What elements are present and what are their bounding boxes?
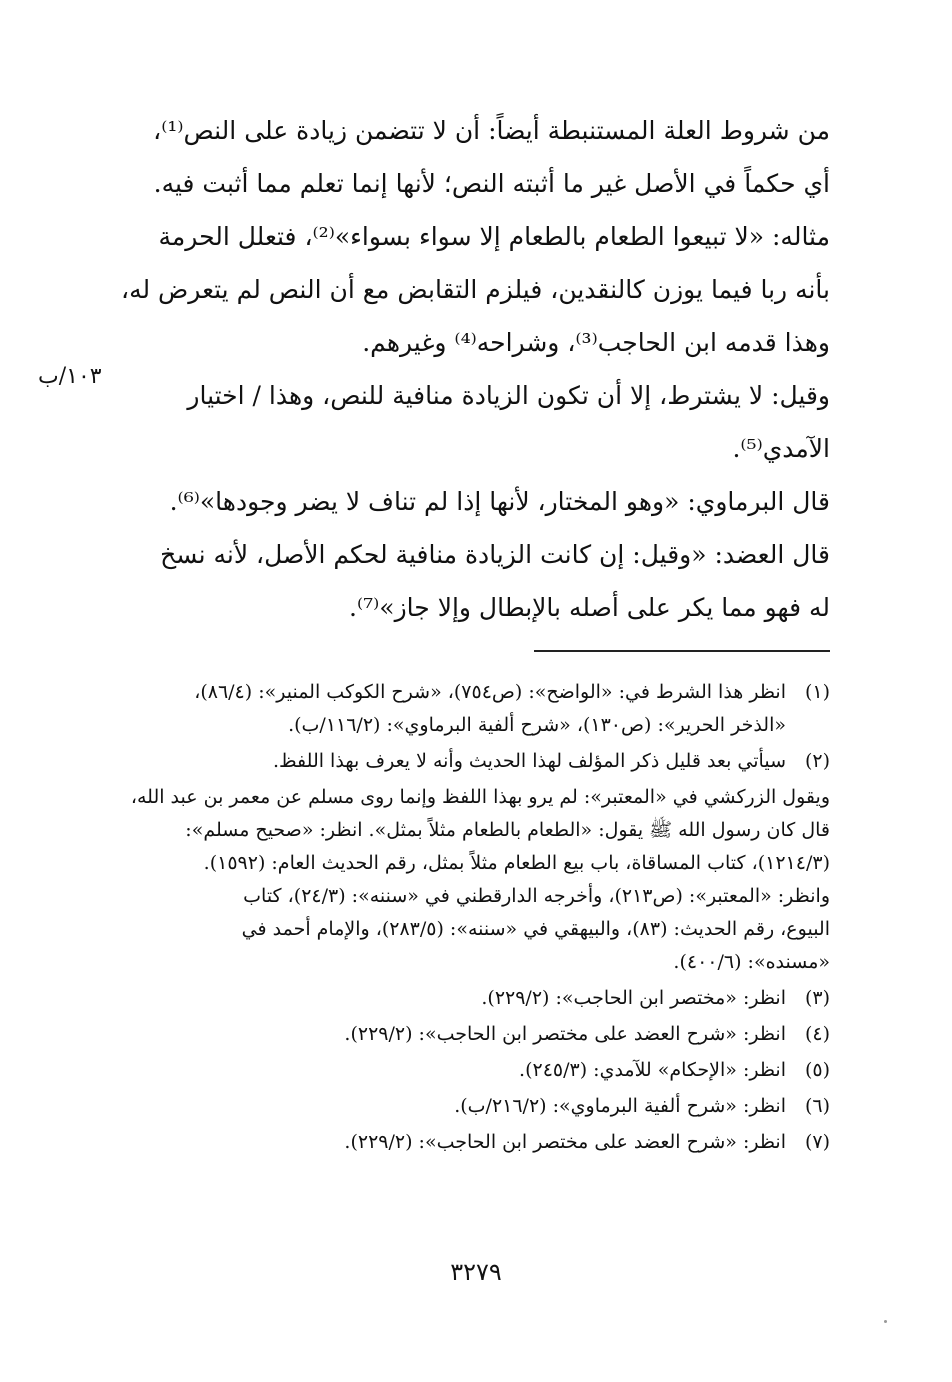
footnote-line: سيأتي بعد قليل ذكر المؤلف لهذا الحديث وأنه لا يعرف بهذا اللفظ.: [272, 750, 786, 772]
footnote-line: انظر: «مختصر ابن الحاجب»: (٢٢٩/٢).: [481, 987, 786, 1009]
footnote-line: «مسنده»: (٤٠٠/٦).: [673, 951, 830, 973]
footnote-text: [120, 1018, 786, 1051]
footnote-text: [120, 1054, 786, 1087]
footnote-text: [120, 1126, 786, 1159]
footnote-number: (٣): [804, 987, 830, 1009]
footnote-number: (٢): [804, 750, 830, 772]
text-line: قال العضد: «وقيل: إن كانت الزيادة منافية لحكم الأصل، لأنه نسخ: [160, 540, 830, 569]
paragraph: [120, 528, 830, 634]
text-line: أي حكماً في الأصل غير ما أثبته النص؛ لأنها إنما تعلم مما أثبت فيه.: [153, 169, 830, 198]
text-line: بأنه ربا فيما يوزن كالنقدين، فيلزم التقابض مع أن النص لم يتعرض له،: [121, 275, 830, 304]
footnote-separator: [534, 650, 830, 652]
text-line: وقيل: لا يشترط، إلا أن تكون الزيادة منافية للنص، وهذا / اختيار: [187, 381, 830, 410]
footnote-number: (٧): [804, 1131, 830, 1153]
footnote-text: [120, 745, 786, 778]
footnote-line: انظر: «شرح ألفية البرماوي»: (٢١٦/٢/ب).: [454, 1095, 786, 1117]
footnote-line: انظر هذا الشرط في: «الواضح»: (ص٧٥٤)، «شرح الكوكب المنير»: (٨٦/٤)،: [194, 681, 786, 703]
footnote-line: (١٢١٤/٣)، كتاب المساقاة، باب بيع الطعام مثلاً بمثل، رقم الحديث العام: (١٥٩٢).: [203, 852, 830, 874]
footnote-number: (١): [804, 681, 830, 703]
text-line: مثاله: «لا تبيعوا الطعام بالطعام إلا سواء بسواء»⁽²⁾، فتعلل الحرمة: [158, 222, 830, 251]
footnote: [120, 1054, 830, 1087]
footnote-number: (٦): [804, 1095, 830, 1117]
text-line: من شروط العلة المستنبطة أيضاً: أن لا تتضمن زيادة على النص⁽¹⁾،: [153, 116, 830, 145]
footnote-line: انظر: «شرح العضد على مختصر ابن الحاجب»: (٢٢٩/٢).: [344, 1023, 786, 1045]
text-line: وهذا قدمه ابن الحاجب⁽³⁾، وشراحه⁽⁴⁾ وغيرهم.: [362, 328, 830, 357]
paragraph: [120, 104, 830, 210]
footnote-line: البيوع، رقم الحديث: (٨٣)، والبيهقي في «سننه»: (٢٨٣/٥)، والإمام أحمد في: [241, 918, 830, 940]
footnote-line: ويقول الزركشي في «المعتبر»: لم يرو بهذا اللفظ وإنما روى مسلم عن معمر بن عبد الله،: [130, 786, 830, 808]
footnote-line: قال كان رسول الله ﷺ يقول: «الطعام بالطعام مثلاً بمثل». انظر: «صحيح مسلم»:: [185, 819, 830, 841]
paragraph: [120, 210, 830, 369]
footnote-text: [120, 676, 786, 742]
main-text: [120, 104, 830, 634]
footnote-text: [120, 982, 786, 1015]
paragraph: [120, 475, 830, 528]
footnote: [120, 1018, 830, 1051]
footnote-line: انظر: «شرح العضد على مختصر ابن الحاجب»: (٢٢٩/٢).: [344, 1131, 786, 1153]
footnote: [120, 1126, 830, 1159]
footnote-text: [120, 781, 830, 979]
footnote-text: [120, 1090, 786, 1123]
footnote-line: «الذخر الحرير»: (ص١٣٠)، «شرح ألفية البرماوي»: (١١٦/٢/ب).: [288, 714, 786, 736]
footnote: [120, 745, 830, 778]
footnote-line: انظر: «الإحكام» للآمدي: (٢٤٥/٣).: [519, 1059, 786, 1081]
footnote-number: (٥): [804, 1059, 830, 1081]
footnote: [120, 982, 830, 1015]
footnote-line: وانظر: «المعتبر»: (ص٢١٣)، وأخرجه الدارقطني في «سننه»: (٢٤/٣)، كتاب: [243, 885, 830, 907]
scan-speck: [884, 1320, 887, 1323]
text-line: قال البرماوي: «وهو المختار، لأنها إذا لم تناف لا يضر وجودها»⁽⁶⁾.: [169, 487, 830, 516]
manuscript-folio-note: ١٠٣/ب: [38, 364, 102, 389]
text-line: الآمدي⁽⁵⁾.: [732, 434, 830, 463]
text-line: له فهو مما يكر على أصله بالإبطال وإلا جاز»⁽⁷⁾.: [349, 593, 830, 622]
paragraph: [120, 369, 830, 475]
footnote: [120, 1090, 830, 1123]
footnote-continuation: [120, 781, 830, 979]
footnotes: [120, 676, 830, 1162]
footnote-number: (٤): [804, 1023, 830, 1045]
page-number: ٣٢٧٩: [450, 1258, 502, 1286]
footnote: [120, 676, 830, 742]
